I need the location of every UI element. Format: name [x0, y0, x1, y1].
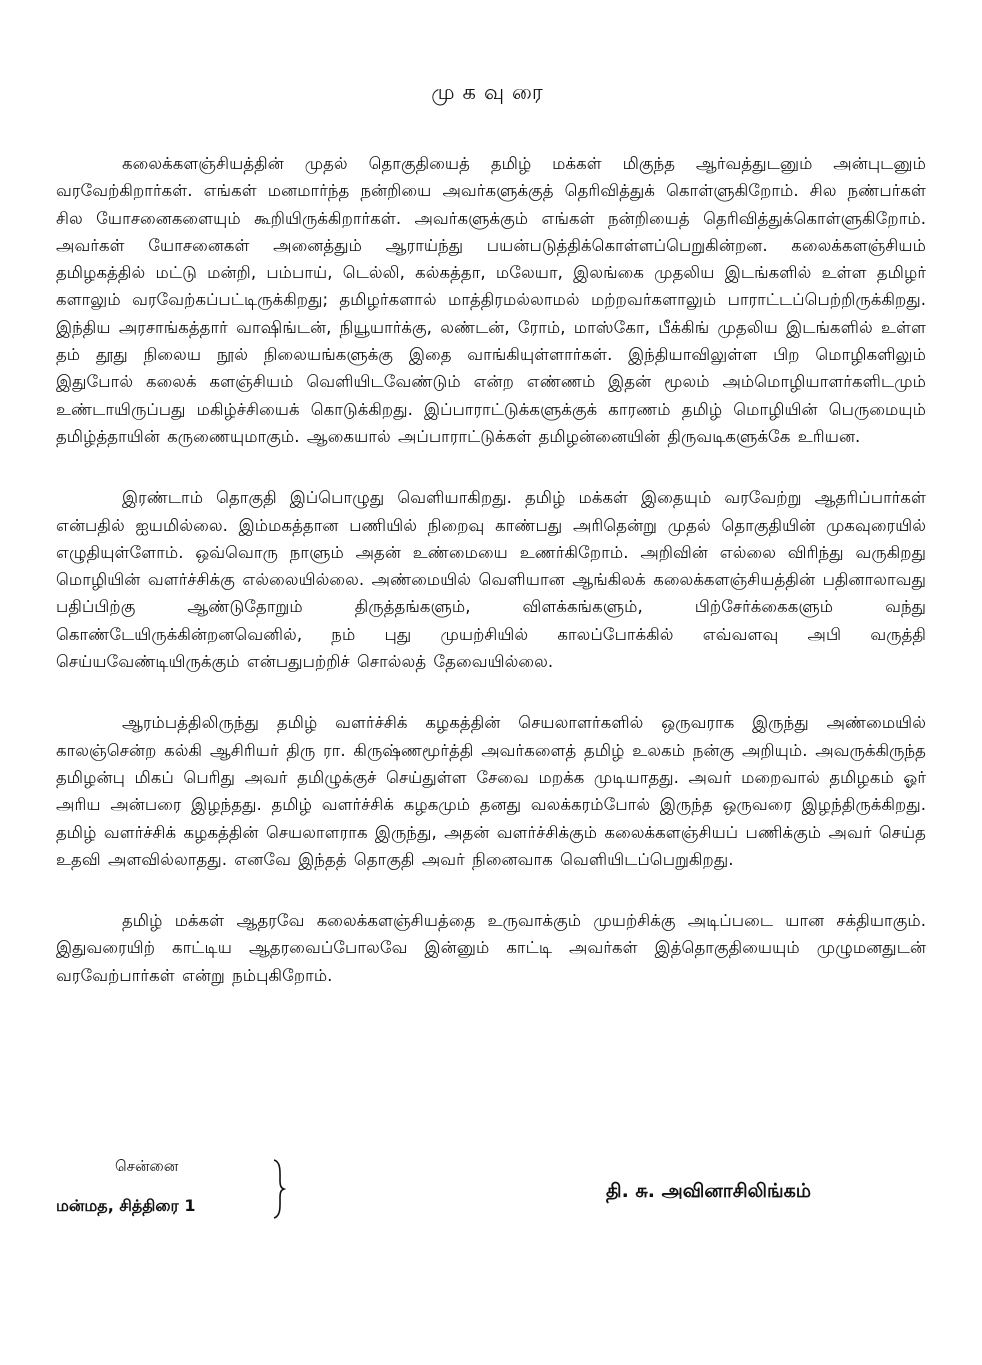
signature-name: தி. சு. அவினாசிலிங்கம் [606, 1180, 812, 1202]
signature-date: மன்மத, சித்திரை 1 [56, 1196, 196, 1215]
right-brace-mark [272, 1158, 286, 1220]
signature-place: சென்னை [115, 1157, 179, 1175]
paragraph-4: தமிழ் மக்கள் ஆதரவே கலைக்களஞ்சியத்தை உருவாக்கும் முயற்சிக்கு அடிப்படை யான சக்தியாகும். இதுவரையிற் காட்டிய ஆதரவைப்போலவே இன்னும் காட்டி அவர்கள் இத்தொகுதியையும் முழுமனதுடன் வரவேற்பார்கள் என்று நம்புகிறோம். [56, 911, 926, 985]
page-title: முகவுரை [431, 80, 551, 104]
preface-body [56, 150, 926, 1023]
paragraph-3: ஆரம்பத்திலிருந்து தமிழ் வளர்ச்சிக் கழகத்தின் செயலாளர்களில் ஒருவராக இருந்து அண்மையில் காலஞ்சென்ற கல்கி ஆசிரியர் திரு ரா. கிருஷ்ணமூர்த்தி அவர்களைத் தமிழ் உலகம் நன்கு அறியும். அவருக்கிருந்த தமிழன்பு மிகப் பெரிது அவர் தமிழுக்குச் செய்துள்ள சேவை மறக்க முடியாதது. அவர் மறைவால் தமிழகம் ஓர் அரிய அன்பரை இழந்தது. தமிழ் வளர்ச்சிக் கழகமும் தனது வலக்கரம்போல் இருந்த ஒருவரை இழந்திருக்கிறது. தமிழ் வளர்ச்சிக் கழகத்தின் செயலாளராக இருந்து, அதன் வளர்ச்சிக்கும் கலைக்களஞ்சியப் பணிக்கும் அவர் செய்த உதவி அளவில்லாதது. எனவே இந்தத் தொகுதி அவர் நினைவாக வெளியிடப்பெறுகிறது. [56, 713, 926, 869]
paragraph-2: இரண்டாம் தொகுதி இப்பொழுது வெளியாகிறது. தமிழ் மக்கள் இதையும் வரவேற்று ஆதரிப்பார்கள் என்பதில் ஐயமில்லை. இம்மகத்தான பணியில் நிறைவு காண்பது அரிதென்று முதல் தொகுதியின் முகவுரையில் எழுதியுள்ளோம். ஒவ்வொரு நாளும் அதன் உண்மையை உணர்கிறோம். அறிவின் எல்லை விரிந்து வருகிறது மொழியின் வளர்ச்சிக்கு எல்லையில்லை. அண்மையில் வெளியான ஆங்கிலக் கலைக்களஞ்சியத்தின் பதினாலாவது பதிப்பிற்கு ஆண்டுதோறும் திருத்தங்களும், விளக்கங்களும், பிற்சேர்க்கைகளும் வந்து கொண்டேயிருக்கின்றனவெனில், நம் புது முயற்சியில் காலப்போக்கில் எவ்வளவு அபி வருத்தி செய்யவேண்டியிருக்கும் என்பதுபற்றிச் சொல்லத் தேவையில்லை. [56, 488, 926, 672]
paragraph-1: கலைக்களஞ்சியத்தின் முதல் தொகுதியைத் தமிழ் மக்கள் மிகுந்த ஆர்வத்துடனும் அன்புடனும் வரவேற்கிறார்கள். எங்கள் மனமார்ந்த நன்றியை அவர்களுக்குத் தெரிவித்துக் கொள்ளுகிறோம். சில நண்பர்கள் சில யோசனைகளையும் கூறியிருக்கிறார்கள். அவர்களுக்கும் எங்கள் நன்றியைத் தெரிவித்துக்கொள்ளுகிறோம். அவர்கள் யோசனைகள் அனைத்தும் ஆராய்ந்து பயன்படுத்திக்கொள்ளப்பெறுகின்றன. கலைக்களஞ்சியம் தமிழகத்தில் மட்டு மன்றி, பம்பாய், டெல்லி, கல்கத்தா, மலேயா, இலங்கை முதலிய இடங்களில் உள்ள தமிழர் களாலும் வரவேற்கப்பட்டிருக்கிறது; தமிழர்களால் மாத்திரமல்லாமல் மற்றவர்களாலும் பாராட்டப்பெற்றிருக்கிறது. இந்திய அரசாங்கத்தார் வாஷிங்டன், நியூயார்க்கு, லண்டன், ரோம், மாஸ்கோ, பீக்கிங் முதலிய இடங்களில் உள்ள தம் தூது நிலைய நூல் நிலையங்களுக்கு இதை வாங்கியுள்ளார்கள். இந்தியாவிலுள்ள பிற மொழிகளிலும் இதுபோல் கலைக் களஞ்சியம் வெளியிடவேண்டும் என்ற எண்ணம் இதன் மூலம் அம்மொழியாளர்களிடமும் உண்டாயிருப்பது மகிழ்ச்சியைக் கொடுக்கிறது. இப்பாராட்டுக்களுக்குக் காரணம் தமிழ் மொழியின் பெருமையும் தமிழ்த்தாயின் கருணையுமாகும். ஆகையால் அப்பாராட்டுக்கள் தமிழன்னையின் திருவடிகளுக்கே உரியன. [56, 154, 926, 446]
